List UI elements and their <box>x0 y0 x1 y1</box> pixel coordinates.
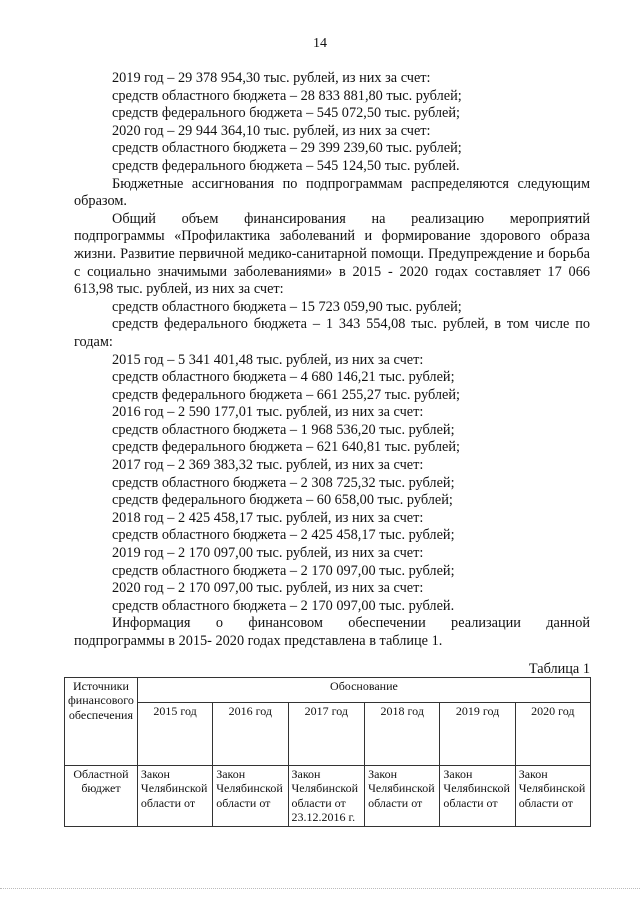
table-cell: Закон Челябинской области от <box>440 766 515 827</box>
paragraph-info-line1: Информация о финансовом обеспечении реализации данной <box>112 615 590 632</box>
text-line: средств областного бюджета – 15 723 059,90 тыс. рублей; <box>112 298 462 315</box>
text-line: 2019 год – 29 378 954,30 тыс. рублей, из них за счет: <box>112 70 431 86</box>
text-line: средств федерального бюджета – 60 658,00 тыс. рублей; <box>112 492 453 509</box>
text-line: годам: <box>74 333 113 350</box>
text-line: 2020 год – 2 170 097,00 тыс. рублей, из них за счет: <box>112 580 424 597</box>
table-header-row <box>65 678 591 703</box>
paragraph-info-line2: подпрограммы в 2015- 2020 годах представлена в таблице 1. <box>74 633 443 649</box>
text-line: 2017 год – 2 369 383,32 тыс. рублей, из них за счет: <box>112 457 424 474</box>
text-line: средств областного бюджета – 1 968 536,20 тыс. рублей; <box>112 421 455 438</box>
justification-header-cell: Обоснование <box>137 678 590 703</box>
text-line: средств федерального бюджета – 661 255,27 тыс. рублей; <box>112 386 460 403</box>
text-line: 2015 год – 5 341 401,48 тыс. рублей, из них за счет: <box>112 351 424 368</box>
text-line: средств областного бюджета – 4 680 146,21 тыс. рублей; <box>112 369 455 386</box>
text-line: средств федерального бюджета – 621 640,81 тыс. рублей; <box>112 439 460 456</box>
text-line: средств федерального бюджета – 1 343 554,08 тыс. рублей, в том числе по <box>112 316 590 333</box>
page-number: 14 <box>313 36 327 51</box>
year-header-2020: 2020 год <box>515 703 590 766</box>
row-label-cell: Областной бюджет <box>65 766 138 827</box>
paragraph-allocation-line2: образом. <box>74 193 127 210</box>
financing-table <box>64 677 591 827</box>
text-line: 2016 год – 2 590 177,01 тыс. рублей, из них за счет: <box>112 404 424 421</box>
table-cell: Закон Челябинской области от <box>365 766 440 827</box>
text-line: 2018 год – 2 425 458,17 тыс. рублей, из них за счет: <box>112 509 424 526</box>
text-line: средств областного бюджета – 2 170 097,00 тыс. рублей; <box>112 562 455 579</box>
source-header-cell: Источники финансового обеспечения <box>65 678 138 766</box>
text-line: средств федерального бюджета – 545 072,50 тыс. рублей; <box>112 105 460 122</box>
paragraph-total-rest: подпрограммы «Профилактика заболеваний и формирование здорового образа жизни. Развитие первичной медико-санитарной помощи. Предупреждение и борьба с социально значимыми заболеваниями» в 2015 - 2020 годах составляет 17 066 613,98 тыс. рублей, из них за счет: <box>74 228 590 298</box>
text-line: средств областного бюджета – 2 170 097,00 тыс. рублей. <box>112 597 455 614</box>
text-line: средств областного бюджета – 2 425 458,17 тыс. рублей; <box>112 527 455 544</box>
text-line: средств областного бюджета – 29 399 239,60 тыс. рублей; <box>112 140 462 157</box>
text-line: средств федерального бюджета – 545 124,50 тыс. рублей. <box>112 157 460 174</box>
text-line: средств областного бюджета – 2 308 725,32 тыс. рублей; <box>112 474 455 491</box>
text-line: 2020 год – 29 944 364,10 тыс. рублей, из них за счет: <box>112 122 431 139</box>
year-header-2015: 2015 год <box>137 703 212 766</box>
year-header-2017: 2017 год <box>288 703 365 766</box>
year-header-2018: 2018 год <box>365 703 440 766</box>
table-cell: Закон Челябинской области от <box>213 766 288 827</box>
paragraph-allocation-line1: Бюджетные ассигнования по подпрограммам распределяются следующим <box>112 175 590 192</box>
table-cell: Закон Челябинской области от 23.12.2016 г. <box>288 766 365 827</box>
table-cell: Закон Челябинской области от <box>515 766 590 827</box>
page-bottom-divider <box>0 888 640 889</box>
table-years-row <box>65 703 591 766</box>
year-header-2019: 2019 год <box>440 703 515 766</box>
year-header-2016: 2016 год <box>213 703 288 766</box>
table-row <box>65 766 591 827</box>
table-cell: Закон Челябинской области от <box>137 766 212 827</box>
paragraph-total-line1: Общий объем финансирования на реализацию мероприятий <box>112 210 590 227</box>
text-line: 2019 год – 2 170 097,00 тыс. рублей, из них за счет: <box>112 545 424 562</box>
text-line: средств областного бюджета – 28 833 881,80 тыс. рублей; <box>112 87 462 104</box>
table-caption: Таблица 1 <box>528 661 590 677</box>
document-body <box>74 70 590 651</box>
